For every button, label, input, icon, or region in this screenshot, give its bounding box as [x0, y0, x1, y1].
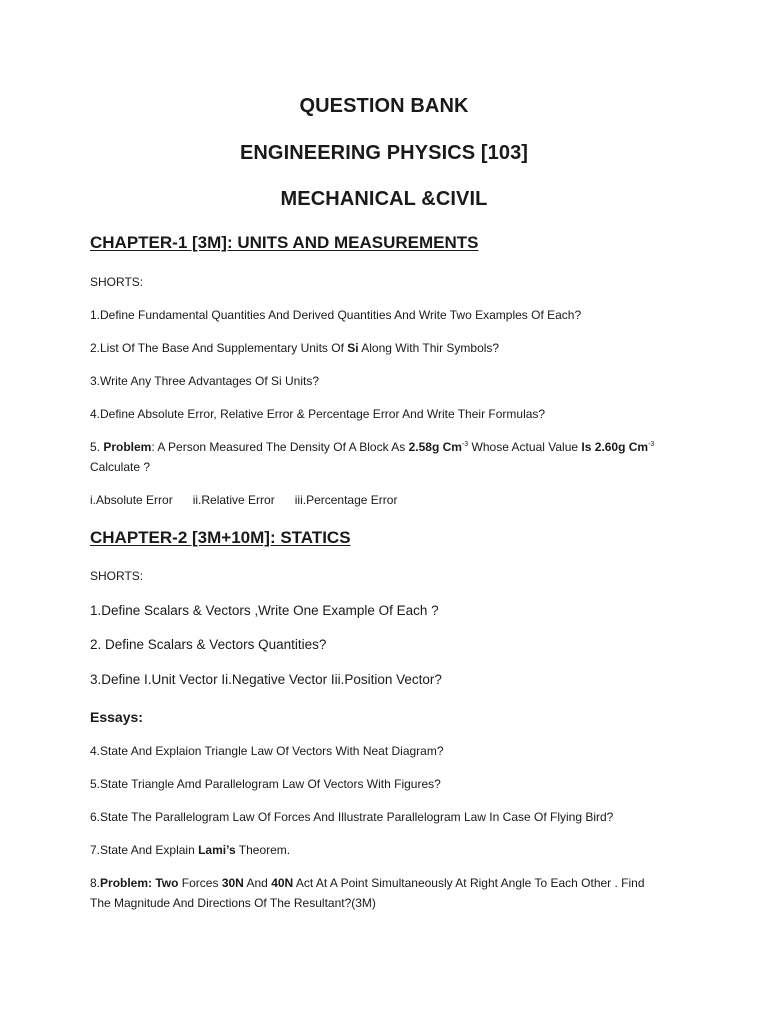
doc-subject: ENGINEERING PHYSICS [103] [239, 142, 529, 164]
chapter1-question-2: 2.List Of The Base And Supplementary Units Of Si Along With Thir Symbols? [90, 341, 500, 355]
chapter2-question-6: 6.State The Parallelogram Law Of Forces And Illustrate Parallelogram Law In Case Of Flying Bird? [90, 810, 614, 824]
chapter2-question-4: 4.State And Explaion Triangle Law Of Vectors With Neat Diagram? [90, 744, 444, 758]
chapter1-question-1: 1.Define Fundamental Quantities And Derived Quantities And Write Two Examples Of Each? [90, 308, 582, 322]
chapter1-section-label: SHORTS: [90, 275, 144, 289]
chapter2-essays-label: Essays: [90, 709, 143, 725]
chapter2-question-7: 7.State And Explain Lami’s Theorem. [90, 843, 291, 857]
chapter2-section-label: SHORTS: [90, 569, 144, 583]
chapter1-question-4: 4.Define Absolute Error, Relative Error & Percentage Error And Write Their Formulas? [90, 407, 546, 421]
doc-title: QUESTION BANK [299, 95, 469, 117]
chapter1-question-5: 5. Problem: A Person Measured The Density Of A Block As 2.58g $Cm^{-3}$ Whose Actual Value Is 2.60g $Cm^{-3}$ [90, 440, 655, 454]
chapter2-question-1: 1.Define Scalars & Vectors ,Write One Example Of Each ? [90, 603, 439, 618]
chapter2-question-8-cont: The Magnitude And Directions Of The Resultant?(3M) [90, 896, 376, 910]
chapter1-question-3: 3.Write Any Three Advantages Of Si Units? [90, 374, 320, 388]
chapter1-question-5-cont: Calculate ? [90, 460, 151, 474]
chapter1-question-5-parts: i.Absolute Error ii.Relative Error iii.Percentage Error [90, 493, 398, 507]
chapter2-question-2: 2. Define Scalars & Vectors Quantities? [90, 637, 327, 652]
chapter2-heading: CHAPTER-2 [3M+10M]: STATICS [90, 528, 351, 547]
chapter2-question-3: 3.Define I.Unit Vector Ii.Negative Vector Iii.Position Vector? [90, 672, 442, 687]
chapter2-question-8: 8.Problem: Two Forces 30N And 40N Act At A Point Simultaneously At Right Angle To Each Other . Find [90, 876, 645, 890]
chapter1-heading: CHAPTER-1 [3M]: UNITS AND MEASUREMENTS [90, 233, 479, 252]
doc-branch: MECHANICAL &CIVIL [280, 188, 488, 210]
chapter2-question-5: 5.State Triangle Amd Parallelogram Law Of Vectors With Figures? [90, 777, 441, 791]
